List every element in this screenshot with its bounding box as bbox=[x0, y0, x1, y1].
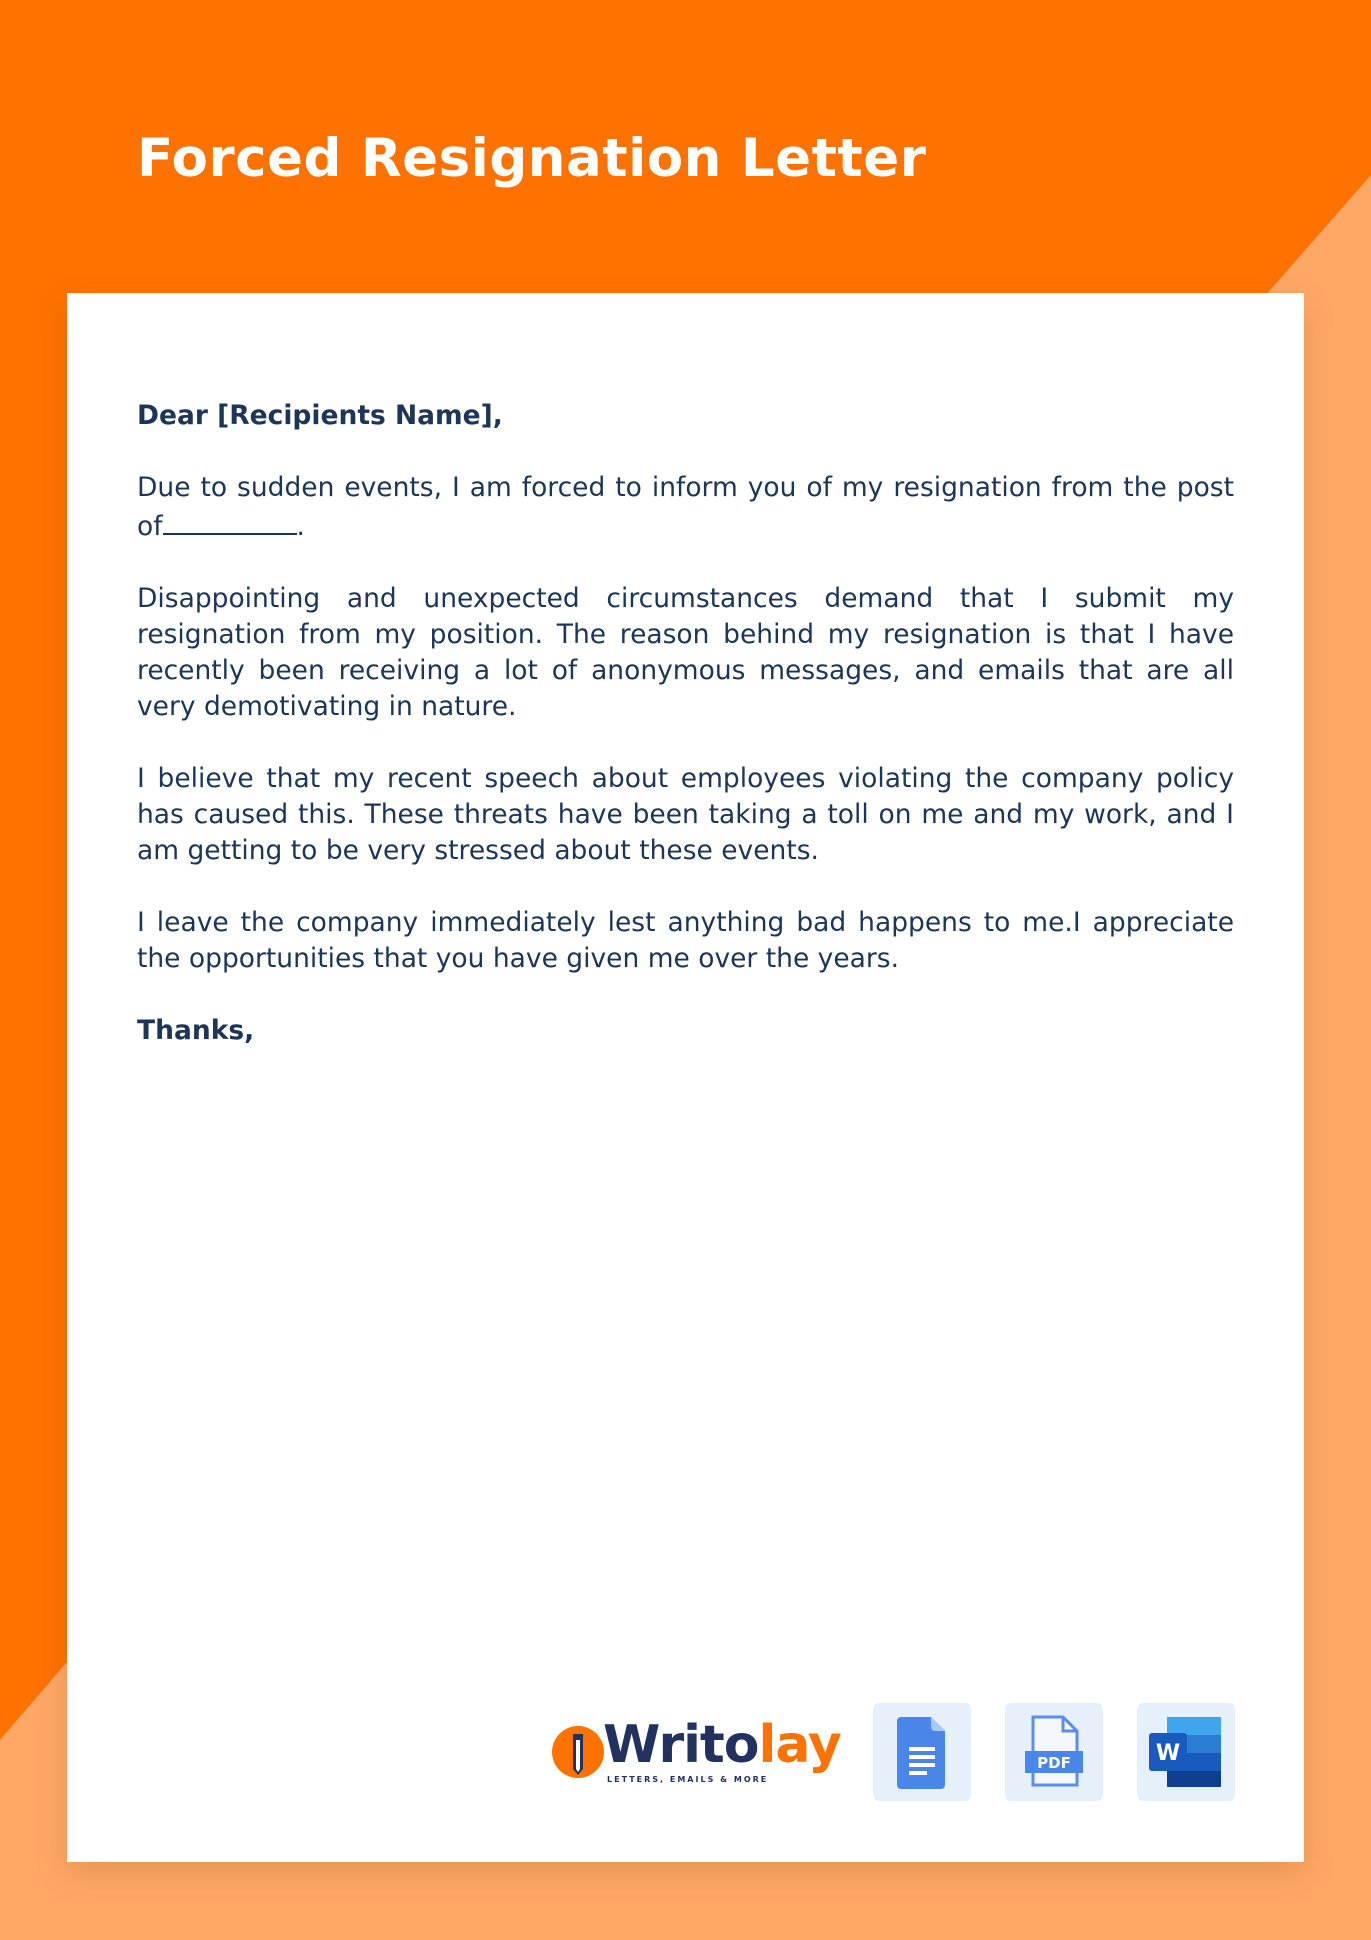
letter-paragraph: Disappointing and unexpected circumstances demand that I submit my resignation from my position. The reason behind my resignation is that I have recently been receiving a lot of anonymous messages, and emails that are all very demotivating in nature. bbox=[137, 583, 1234, 722]
letter-paragraph: I believe that my recent speech about employees violating the company policy has caused this. These threats have been taking a toll on me and my work, and I am getting to be very stressed about these events. bbox=[137, 763, 1234, 866]
writolay-logo[interactable] bbox=[551, 1715, 841, 1791]
pencil-logo-icon bbox=[551, 1725, 605, 1779]
word-icon bbox=[1137, 1703, 1235, 1801]
google-docs-download-button[interactable] bbox=[873, 1703, 971, 1801]
letter-body bbox=[137, 398, 1234, 1085]
blank-line bbox=[163, 506, 297, 535]
brand-part2: lay bbox=[758, 1715, 841, 1775]
logo-tagline: LETTERS, EMAILS & MORE bbox=[607, 1775, 769, 1784]
letter-sheet bbox=[67, 293, 1304, 1862]
pdf-download-button[interactable] bbox=[1005, 1703, 1103, 1801]
logo-wordmark bbox=[603, 1715, 841, 1775]
word-download-button[interactable] bbox=[1137, 1703, 1235, 1801]
pdf-icon bbox=[1005, 1703, 1103, 1801]
page-title: Forced Resignation Letter bbox=[137, 128, 927, 189]
letter-paragraph bbox=[137, 470, 1234, 545]
brand-part1: Writo bbox=[603, 1715, 759, 1775]
letter-salutation: Dear [Recipients Name], bbox=[137, 400, 503, 431]
word-label: W bbox=[1155, 1741, 1181, 1766]
letter-paragraph: I leave the company immediately lest anything bad happens to me.I appreciate the opportunities that you have given me over the years. bbox=[137, 907, 1234, 974]
letter-closing: Thanks, bbox=[137, 1015, 255, 1046]
paragraph-end: . bbox=[296, 511, 305, 542]
paragraph-text: Due to sudden events, I am forced to inform you of my resignation from the post of bbox=[137, 472, 1234, 542]
pdf-label: PDF bbox=[1037, 1754, 1071, 1772]
google-docs-icon bbox=[873, 1703, 971, 1801]
footer bbox=[67, 1703, 1304, 1803]
